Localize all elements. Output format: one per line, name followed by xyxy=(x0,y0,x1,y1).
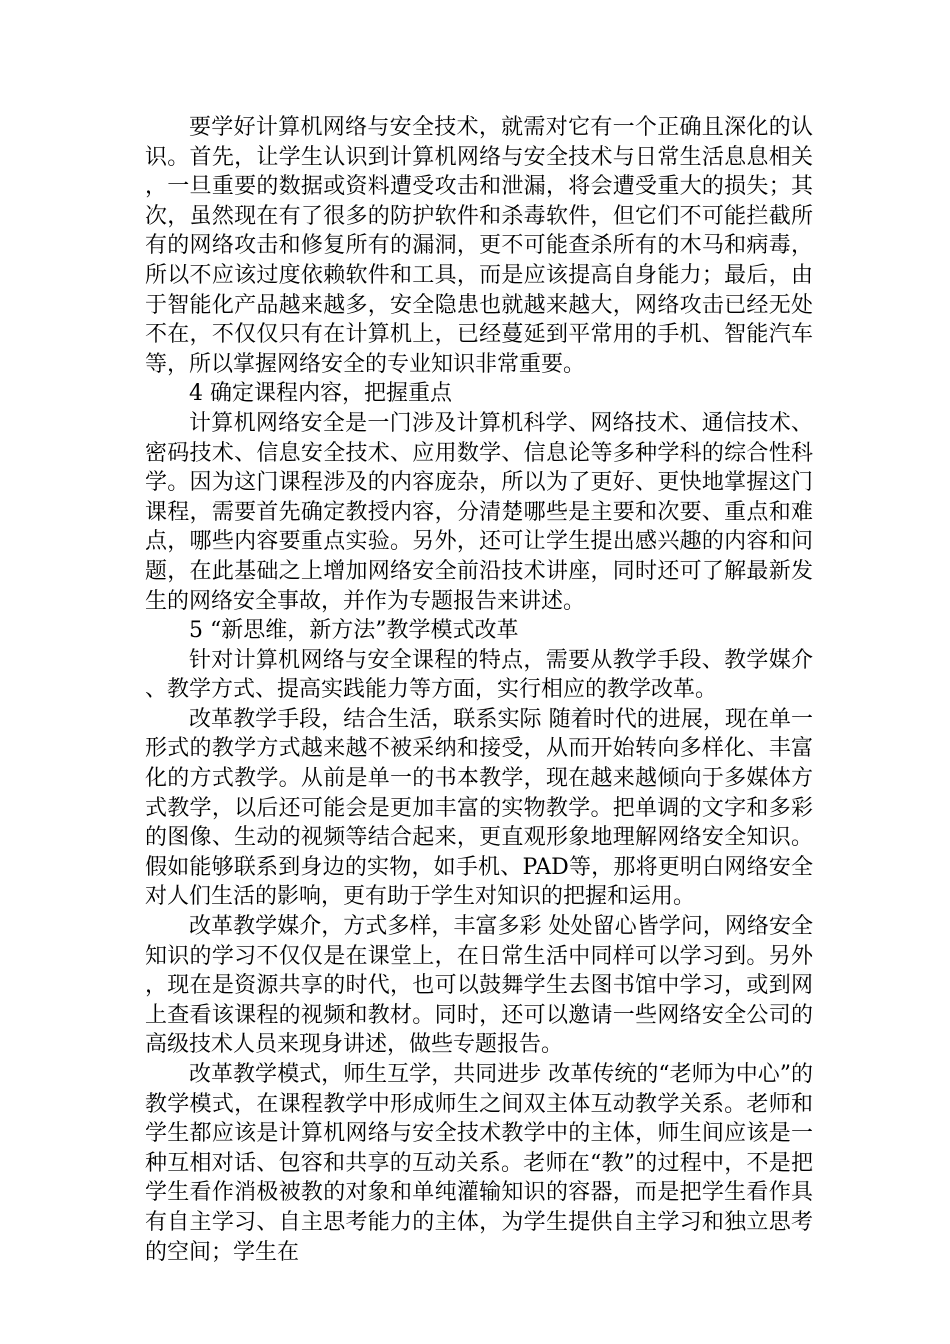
paragraph-teaching-means: 改革教学手段，结合生活，联系实际 随着时代的进展，现在单一形式的教学方式越来越不被采纳和接受，从而开始转向多样化、丰富化的方式教学。从前是单一的书本教学，现在越来越倾向于多媒体方式教学，以后还可能会是更加丰富的实物教学。把单调的文字和多彩的图像、生动的视频等结合起来，更直观形象地理解网络安全知识。假如能够联系到身边的实物，如手机、PAD等，那将更明白网络安全对人们生活的影响，更有助于学生对知识的把握和运用。 xyxy=(145,706,813,910)
document-body xyxy=(145,113,813,1267)
section-heading-4: 4 确定课程内容，把握重点 xyxy=(189,381,452,407)
paragraph-teaching-media: 改革教学媒介，方式多样，丰富多彩 处处留心皆学问，网络安全知识的学习不仅仅是在课堂上，在日常生活中同样可以学习到。另外，现在是资源共享的时代，也可以鼓舞学生去图书馆中学习，或到网上查看该课程的视频和教材。同时，还可以邀请一些网络安全公司的高级技术人员来现身讲述，做些专题报告。 xyxy=(145,914,813,1058)
paragraph-cognition: 要学好计算机网络与安全技术，就需对它有一个正确且深化的认识。首先，让学生认识到计算机网络与安全技术与日常生活息息相关，一旦重要的数据或资料遭受攻击和泄漏，将会遭受重大的损失；其次，虽然现在有了很多的防护软件和杀毒软件，但它们不可能拦截所有的网络攻击和修复所有的漏洞，更不可能查杀所有的木马和病毒，所以不应该过度依赖软件和工具，而是应该提高自身能力；最后，由于智能化产品越来越多，安全隐患也就越来越大，网络攻击已经无处不在，不仅仅只有在计算机上，已经蔓延到平常用的手机、智能汽车等，所以掌握网络安全的专业知识非常重要。 xyxy=(145,115,813,377)
paragraph-reform-intro: 针对计算机网络与安全课程的特点，需要从教学手段、教学媒介、教学方式、提高实践能力等方面，实行相应的教学改革。 xyxy=(145,647,813,703)
paragraph-teaching-mode: 改革教学模式，师生互学，共同进步 改革传统的“老师为中心”的教学模式，在课程教学中形成师生之间双主体互动教学关系。老师和学生都应该是计算机网络与安全技术教学中的主体，师生间应该是一种互相对话、包容和共享的互动关系。老师在“教”的过程中，不是把学生看作消极被教的对象和单纯灌输知识的容器，而是把学生看作具有自主学习、自主思考能力的主体，为学生提供自主学习和独立思考的空间；学生在 xyxy=(145,1062,813,1265)
section-heading-5: 5 “新思维，新方法”教学模式改革 xyxy=(189,618,519,644)
paragraph-course-content: 计算机网络安全是一门涉及计算机科学、网络技术、通信技术、密码技术、信息安全技术、应用数学、信息论等多种学科的综合性科学。因为这门课程涉及的内容庞杂，所以为了更好、更快地掌握这门课程，需要首先确定教授内容，分清楚哪些是主要和次要、重点和难点，哪些内容要重点实验。另外，还可让学生提出感兴趣的内容和问题，在此基础之上增加网络安全前沿技术讲座，同时还可了解最新发生的网络安全事故，并作为专题报告来讲述。 xyxy=(145,410,813,614)
